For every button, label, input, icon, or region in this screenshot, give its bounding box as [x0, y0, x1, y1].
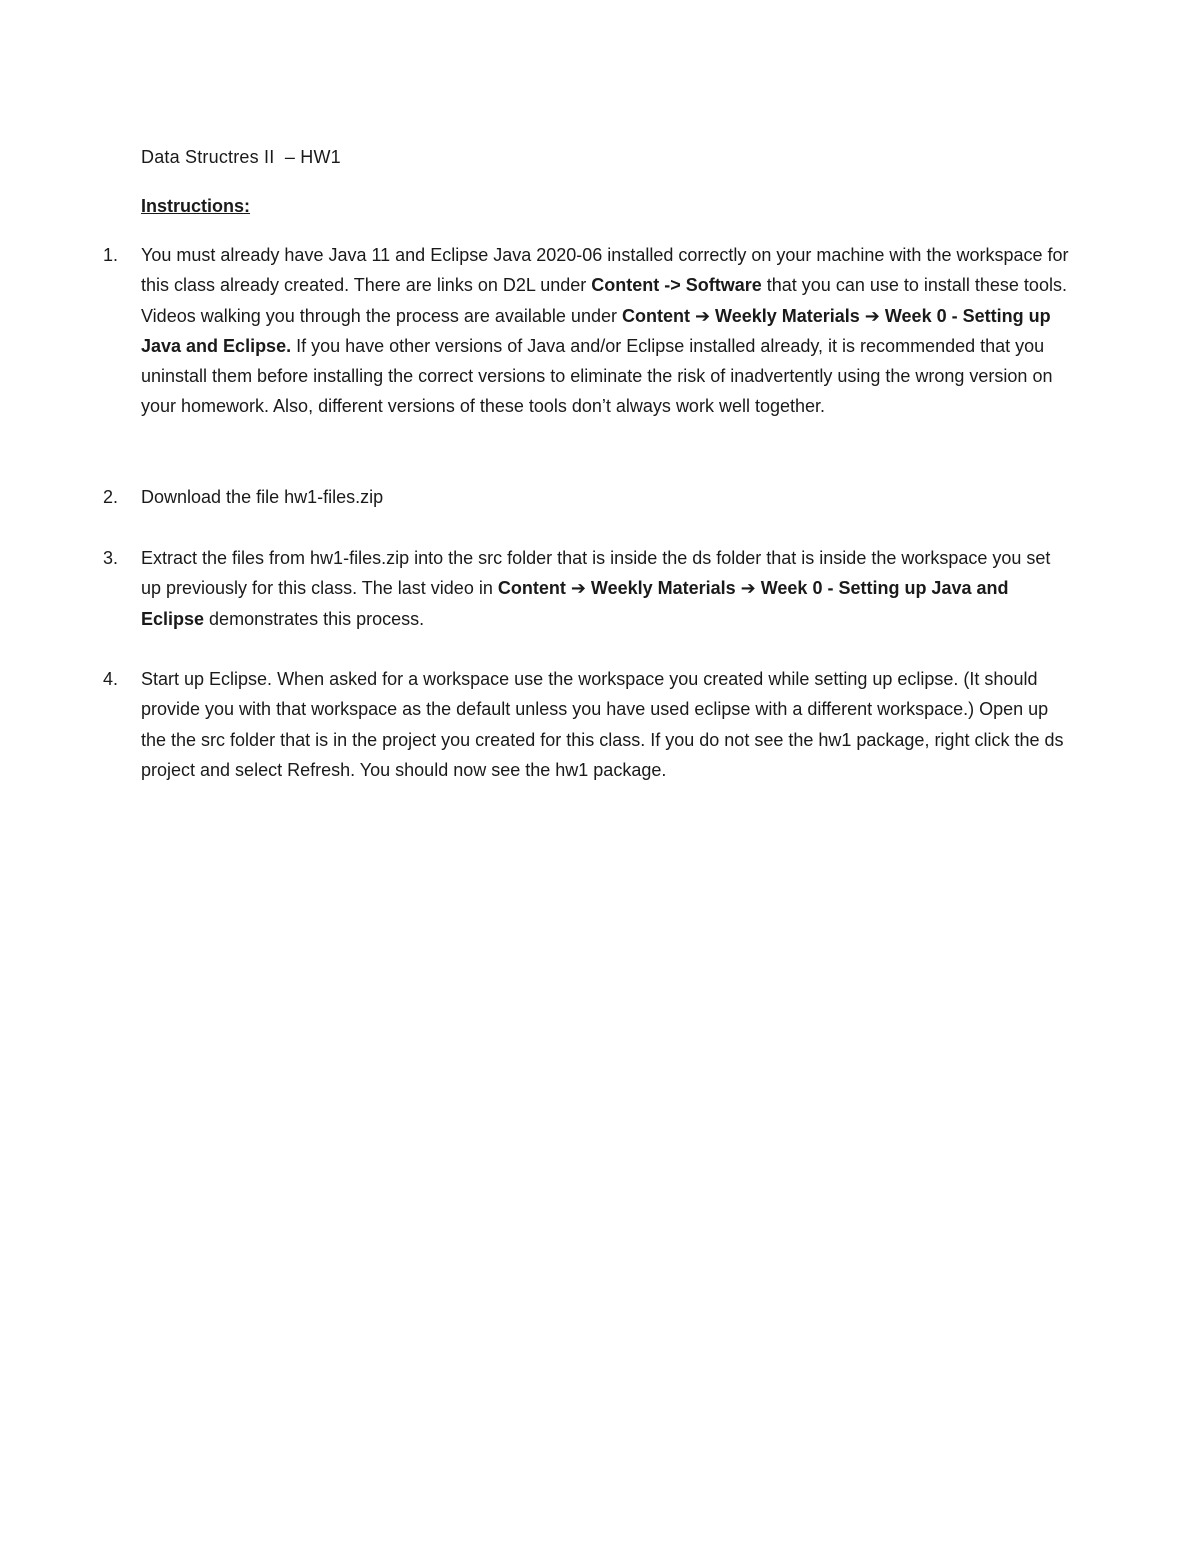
item-text-segment: If you have other versions of Java and/or Eclipse installed already, it is recommended that you uninstall them before installing the correct versions to eliminate the risk of inadvertently using the wrong version on your homework. Also, different versions of these tools don’t always work well together. — [141, 335, 1053, 417]
instructions-heading: Instructions: — [141, 196, 251, 216]
item-number: 4. — [103, 669, 119, 689]
document-title: Data Structres II – HW1 — [141, 147, 341, 167]
item-text-segment: demonstrates this process. — [204, 608, 425, 629]
item-text-segment: Extract the files from hw1-files.zip into the src folder that is inside the ds folder that is inside the workspace you set up previously for this class. The last video in — [141, 548, 1051, 599]
item-number: 3. — [103, 548, 119, 568]
item-text — [141, 543, 1071, 634]
item-text — [141, 664, 1071, 785]
item-text-bold-segment: Content -> Software — [591, 275, 762, 296]
item-text-bold-segment: Content ➔ Weekly Materials ➔ Week 0 - Setting up Java and Eclipse — [141, 578, 1009, 629]
item-text-segment: You must already have Java 11 and Eclipse Java 2020-06 installed correctly on your machine with the workspace for this class already created. There are links on D2L under — [141, 245, 1069, 296]
item-text-segment: that you can use to install these tools. Videos walking you through the process are available under — [141, 275, 1067, 326]
item-text — [141, 482, 1071, 512]
item-text-segment: Download the file hw1-files.zip — [141, 487, 384, 507]
item-text-segment: Start up Eclipse. When asked for a workspace use the workspace you created while setting up eclipse. (It should provide you with that workspace as the default unless you have used eclipse with a different workspace.) Open up the the src folder that is in the project you created for this class. If you do not see the hw1 package, right click the ds project and select Refresh. You should now see the hw1 package. — [141, 669, 1064, 780]
item-number: 2. — [103, 487, 119, 507]
item-text-bold-segment: Content ➔ Weekly Materials ➔ Week 0 - Setting up Java and Eclipse. — [141, 305, 1051, 356]
item-text — [141, 240, 1071, 422]
item-number: 1. — [103, 245, 119, 265]
